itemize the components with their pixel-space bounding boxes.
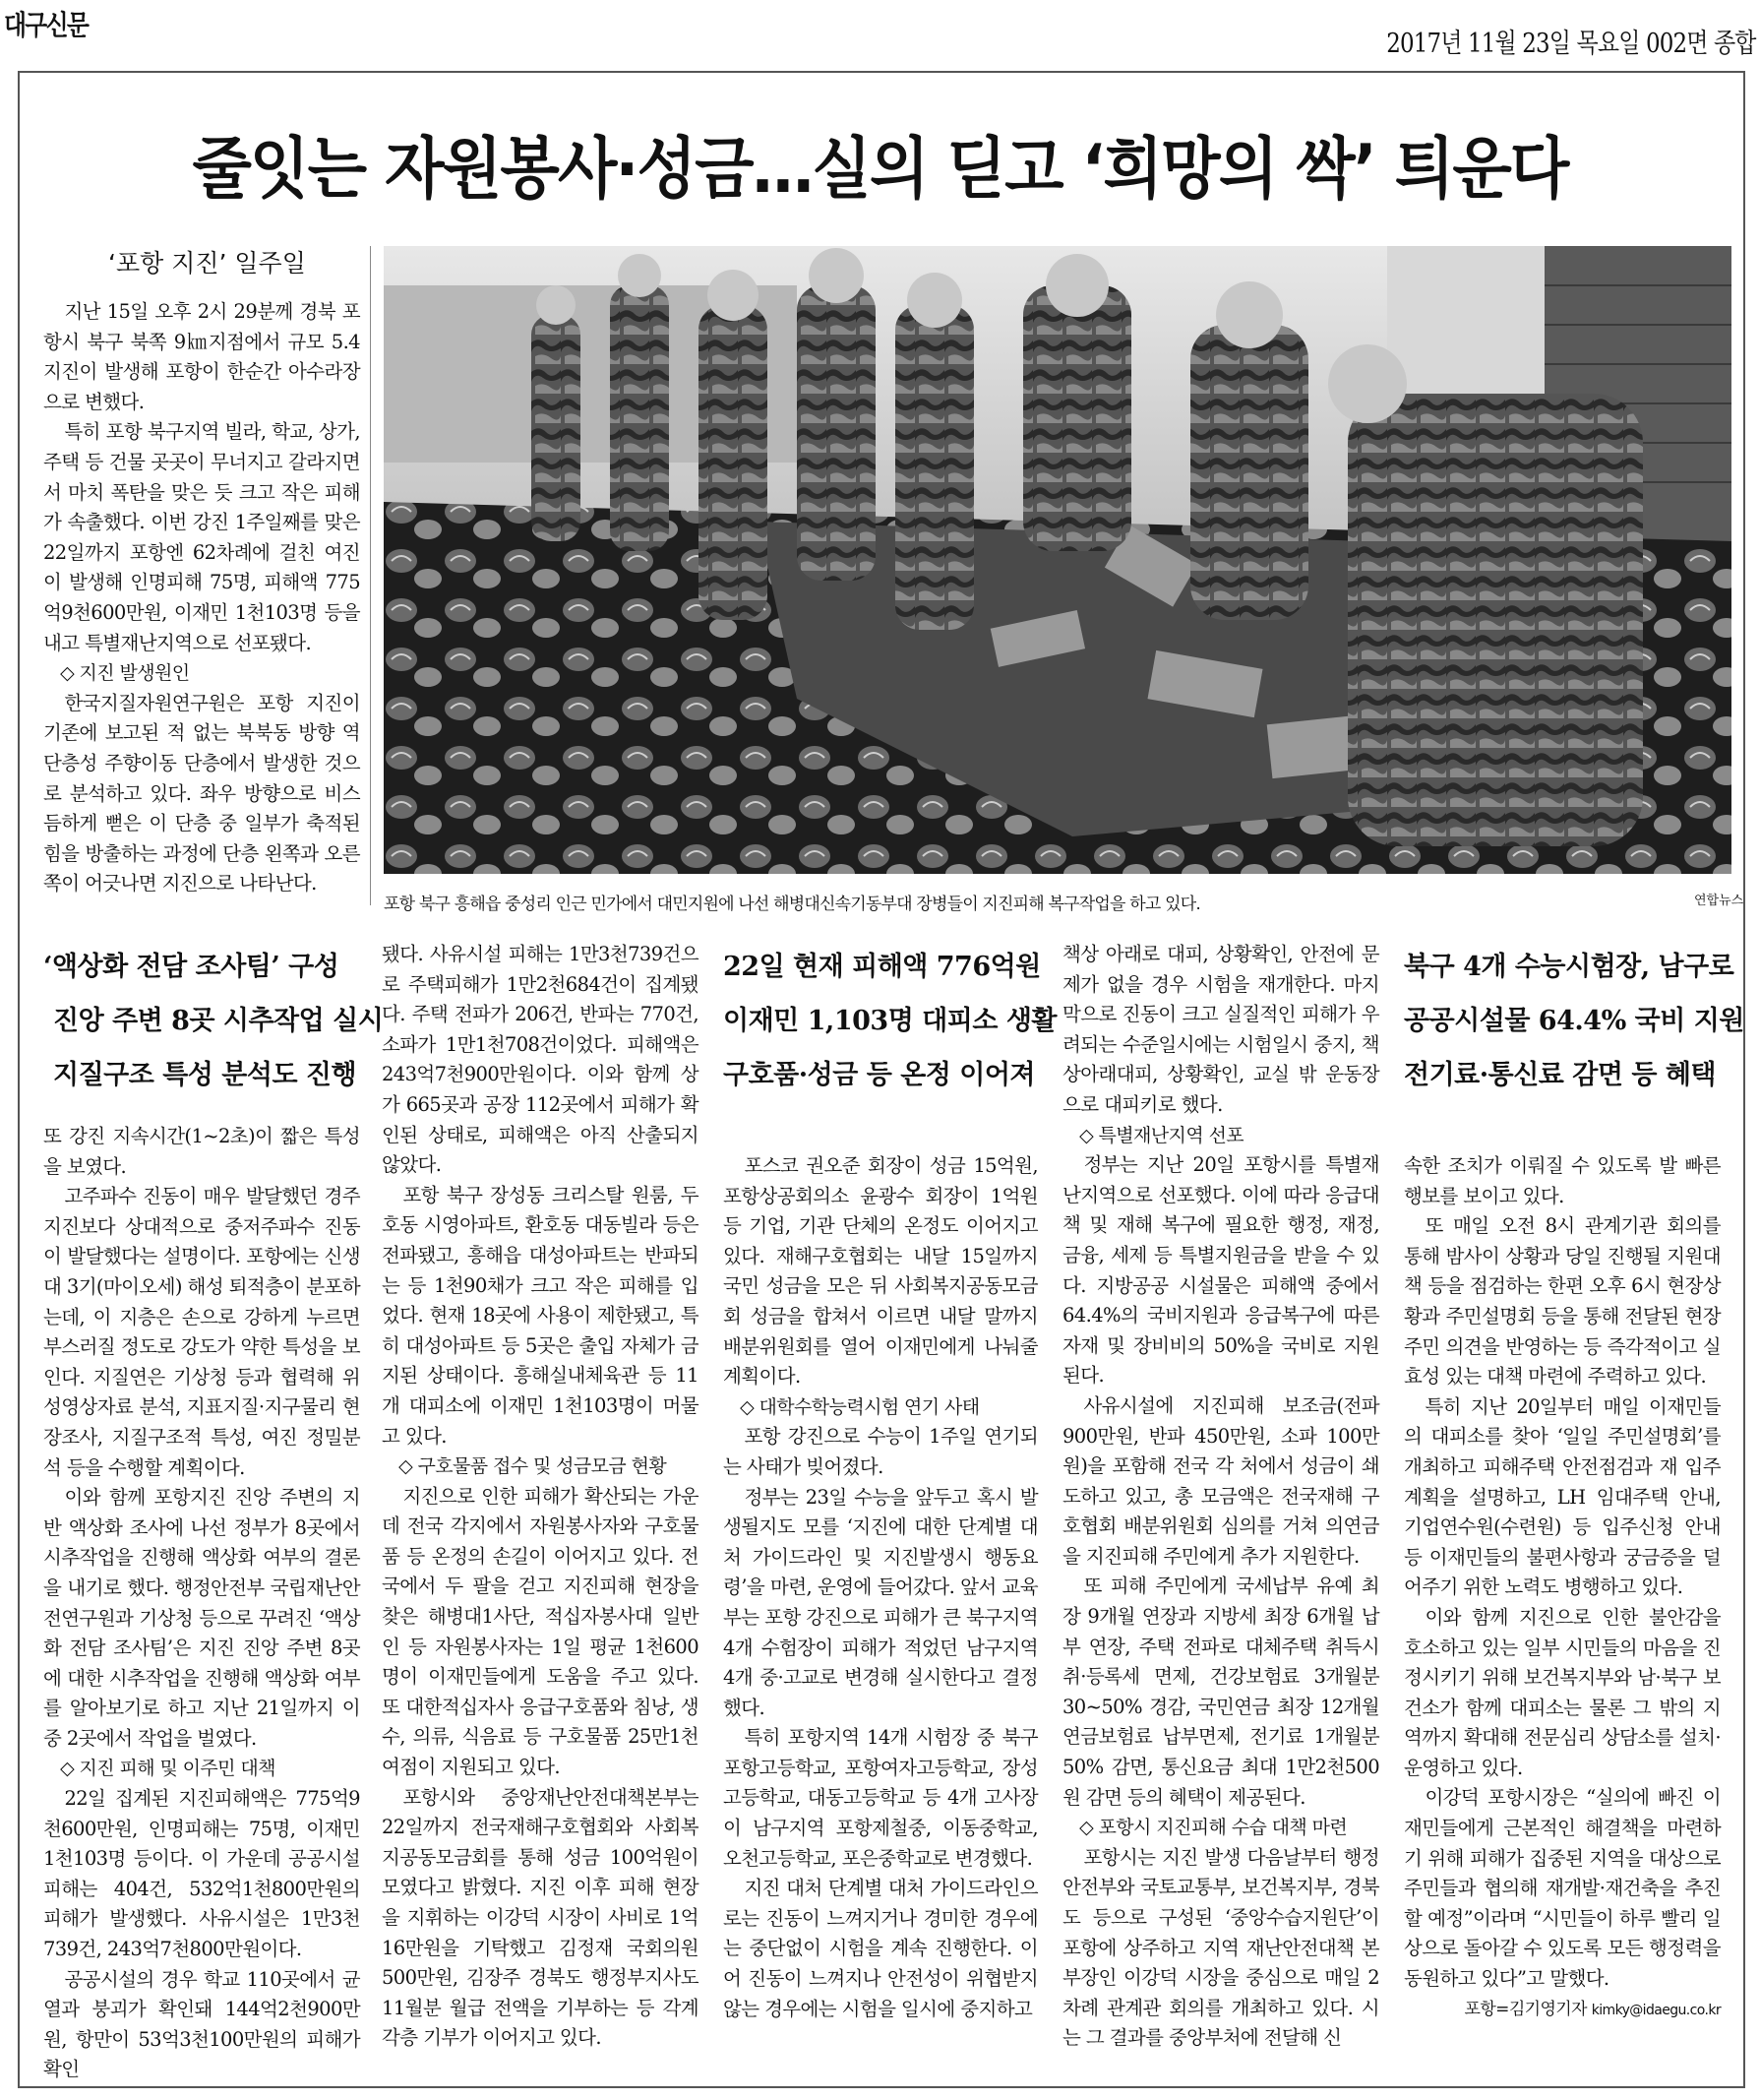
photo-soldiers-rubble-icon bbox=[384, 246, 1731, 874]
photo-caption: 포항 북구 흥해읍 중성리 인근 민가에서 대민지원에 나선 해병대신속기동부대 장병들이 지진피해 복구작업을 하고 있다. bbox=[384, 895, 1200, 914]
body-paragraph: 22일 집계된 지진피해액은 775억9천600만원, 인명피해는 75명, 이재민 1천103명 등이다. 이 가운데 공공시설 피해는 404건, 532억1천800만원의 피해가 발생했다. 사유시설은 1만3천739건, 243억7천800만원이다. bbox=[43, 1787, 360, 1961]
body-paragraph: 또 매일 오전 8시 관계기관 회의를 통해 밤사이 상황과 당일 진행될 지원대책 등을 점검하는 한편 오후 6시 현장상황과 주민설명회 등을 통해 전달된 현장주민 의견을 반영하는 등 즉각적이고 실효성 있는 대책 마련에 주력하고 있다. bbox=[1404, 1214, 1721, 1389]
body-column-5 bbox=[1404, 1151, 1721, 2025]
column-divider bbox=[370, 246, 371, 905]
news-photo bbox=[384, 246, 1731, 874]
body-paragraph: 속한 조치가 이뤄질 수 있도록 발 빠른 행보를 보이고 있다. bbox=[1404, 1154, 1721, 1207]
section-subhead: ◇ 대학수학능력시험 연기 사태 bbox=[740, 1395, 980, 1418]
subhead-line: 공공시설물 64.4% 국비 지원 bbox=[1404, 1006, 1744, 1036]
dateline: 2017년 11월 23일 목요일 002면 종합 bbox=[1386, 29, 1756, 59]
body-paragraph: 이와 함께 포항지진 진앙 주변의 지반 액상화 조사에 나선 정부가 8곳에서 시추작업을 진행해 액상화 여부의 결론을 내기로 했다. 행정안전부 국립재난안전연구원과 기상청 등으로 꾸려진 ‘액상화 전담 조사팀’은 지진 진앙 주변 8곳에 대한 시추작업을 진행해 액상화 여부를 알아보기로 하고 지난 21일까지 이 중 2곳에서 작업을 벌였다. bbox=[43, 1486, 360, 1750]
intro-paragraph: 한국지질자원연구원은 포항 지진이 기존에 보고된 적 없는 북북동 방향 역단층성 주향이동 단층에서 발생한 것으로 분석하고 있다. 좌우 방향으로 비스듬하게 뻗은 이 단층 중 일부가 축적된 힘을 방출하는 과정에 단층 왼쪽과 오른쪽이 어긋나면 지진으로 나타난다. bbox=[43, 691, 360, 896]
body-paragraph: 책상 아래로 대피, 상황확인, 안전에 문제가 없을 경우 시험을 재개한다. 마지막으로 진동이 크고 실질적인 피해가 우려되는 수준일시에는 시험일시 중지, 책상아래대피, 상황확인, 교실 밖 운동장으로 대피키로 했다. bbox=[1062, 943, 1379, 1116]
body-paragraph: 포항 강진으로 수능이 1주일 연기되는 사태가 빚어졌다. bbox=[723, 1425, 1038, 1478]
byline bbox=[1404, 1995, 1721, 2026]
subhead-line: 22일 현재 피해액 776억원 bbox=[723, 952, 1041, 982]
body-paragraph: 정부는 지난 20일 포항시를 특별재난지역으로 선포했다. 이에 따라 응급대책 및 재해 복구에 필요한 행정, 재정, 금융, 세제 등 특별지원금을 받을 수 있다. 지방공공 시설물은 피해액 중에서 64.4%의 국비지원과 응급복구에 따른 자재 및 장비비의 50%을 국비로 지원된다. bbox=[1062, 1153, 1379, 1388]
body-paragraph: 지진으로 인한 피해가 확산되는 가운데 전국 각지에서 자원봉사자와 구호물품 등 온정의 손길이 이어지고 있다. 전국에서 두 팔을 걷고 지진피해 현장을 찾은 해병대1사단, 적십자봉사대 일반인 등 자원봉사자는 1일 평균 1천600명이 이재민들에게 도움을 주고 있다. 또 대한적십자사 응급구호품와 침낭, 생수, 의류, 식음료 등 구호물품 25만1천여점이 지원되고 있다. bbox=[382, 1484, 698, 1779]
body-paragraph: 이강덕 포항시장은 “실의에 빠진 이재민들에게 근본적인 해결책을 마련하기 위해 피해가 집중된 지역을 대상으로 주민들과 협의해 재개발·재건축을 추진할 예정”이라며 “시민들이 하루 빨리 일상으로 돌아갈 수 있도록 모든 행정력을 동원하고 있다”고 말했다. bbox=[1404, 1786, 1721, 1991]
body-paragraph: 포항시는 지진 발생 다음날부터 행정안전부와 국토교통부, 보건복지부, 경북도 등으로 구성된 ‘중앙수습지원단’이 포항에 상주하고 지역 재난안전대책 본부장인 이강덕 시장을 중심으로 매일 2차례 관계관 회의를 개최하고 있다. 시는 그 결과를 중앙부처에 전달해 신 bbox=[1062, 1845, 1379, 2050]
body-paragraph: 사유시설에 지진피해 보조금(전파 900만원, 반파 450만원, 소파 100만원)을 포함해 전국 각 처에서 성금이 쇄도하고 있고, 총 모금액은 전국재해 구호협회 배분위원회 심의를 거쳐 의연금을 지진피해 주민에게 추가 지원한다. bbox=[1062, 1393, 1379, 1568]
subhead-group-3 bbox=[1404, 940, 1744, 1102]
section-subhead: ◇ 특별재난지역 선포 bbox=[1079, 1124, 1244, 1146]
subhead-group-2 bbox=[723, 940, 1057, 1102]
byline-reporter: 포항=김기영기자 bbox=[1464, 1999, 1587, 2019]
section-subhead: ◇ 구호물품 접수 및 성금모금 현황 bbox=[398, 1455, 667, 1478]
photo-credit: 연합뉴스 bbox=[1694, 894, 1744, 908]
section-subhead: ◇ 포항시 지진피해 수습 대책 마련 bbox=[1079, 1817, 1348, 1839]
byline-email[interactable]: kimky@idaegu.co.kr bbox=[1591, 2002, 1721, 2018]
subhead-line: ‘액상화 전담 조사팀’ 구성 bbox=[43, 952, 339, 982]
body-paragraph: 특히 포항지역 14개 시험장 중 북구 포항고등학교, 포항여자고등학교, 장성고등학교, 대동고등학교 등 4개 고사장이 남구지역 포항제철중, 이동중학교, 오천고등학교, 포은중학교로 변경했다. bbox=[723, 1726, 1038, 1870]
body-paragraph: 포스코 권오준 회장이 성금 15억원, 포항상공회의소 윤광수 회장이 1억원 등 기업, 기관 단체의 온정도 이어지고 있다. 재해구호협회는 내달 15일까지 국민 성금을 모은 뒤 사회복지공동모금회 성금을 합쳐서 이르면 내달 말까지 배분위원회를 열어 이재민에게 나눠줄 계획이다. bbox=[723, 1154, 1038, 1389]
subhead-line: 진앙 주변 8곳 시추작업 실시 bbox=[53, 1006, 384, 1036]
subhead-group-1 bbox=[43, 940, 383, 1102]
subhead-line: 이재민 1,103명 대피소 생활 bbox=[723, 1006, 1057, 1036]
body-column-1 bbox=[43, 1122, 360, 2085]
kicker: ‘포항 지진’ 일주일 bbox=[108, 249, 306, 278]
body-paragraph: 또 피해 주민에게 국세납부 유예 최장 9개월 연장과 지방세 최장 6개월 납부 연장, 주택 전파로 대체주택 취득시 취·등록세 면제, 건강보험료 3개월분 30~50% 경감, 국민연금 최장 12개월 연금보험료 납부면제, 전기료 1개월분 50% 감면, 통신요금 최대 1만2천500원 감면 등의 혜택이 제공된다. bbox=[1062, 1575, 1379, 1809]
body-paragraph: 포항 북구 장성동 크리스탈 원룸, 두호동 시영아파트, 환호동 대동빌라 등은 전파됐고, 흥해읍 대성아파트는 반파되는 등 1천90채가 크고 작은 피해를 입었다. 현재 18곳에 사용이 제한됐고, 특히 대성아파트 등 5곳은 출입 자체가 금지된 상태이다. 흥해실내체육관 등 11개 대피소에 이재민 1천103명이 머물고 있다. bbox=[382, 1183, 698, 1448]
body-paragraph: 고주파수 진동이 매우 발달했던 경주지진보다 상대적으로 중저주파수 진동이 발달했다는 설명이다. 포항에는 신생대 3기(마이오세) 해성 퇴적층이 분포하는데, 이 지층은 손으로 강하게 누르면 부스러질 정도로 강도가 약한 특성을 보인다. 지질연은 기상청 등과 협력해 위성영상자료 분석, 지표지질·지구물리 현장조사, 지질구조적 특성, 여진 정밀분석 등을 수행할 계획이다. bbox=[43, 1185, 360, 1479]
section-subhead: ◇ 지진 발생원인 bbox=[60, 662, 190, 685]
body-paragraph: 공공시설의 경우 학교 110곳에서 균열과 붕괴가 확인돼 144억2천900만원, 항만이 53억3천100만원의 피해가 확인 bbox=[43, 1967, 360, 2081]
body-paragraph: 이와 함께 지진으로 인한 불안감을 호소하고 있는 일부 시민들의 마음을 진정시키기 위해 보건복지부와 남·북구 보건소가 함께 대피소는 물론 그 밖의 지역까지 확대해 전문심리 상담소를 설치·운영하고 있다. bbox=[1404, 1605, 1721, 1779]
subhead-line: 지질구조 특성 분석도 진행 bbox=[53, 1060, 357, 1090]
body-paragraph: 특히 지난 20일부터 매일 이재민들의 대피소를 찾아 ‘일일 주민설명회’를 개최하고 피해주택 안전점검과 재 입주계획을 설명하고, LH 임대주택 안내, 기업연수원(수련원) 등 입주신청 안내 등 이재민들의 불편사항과 궁금증을 덜어주기 위한 노력도 병행하고 있다. bbox=[1404, 1394, 1721, 1599]
body-paragraph: 됐다. 사유시설 피해는 1만3천739건으로 주택피해가 1만2천684건이 집계됐다. 주택 전파가 206건, 반파는 770건, 소파가 1만1천708건이었다. 피해액은 243억7천900만원이다. 이와 함께 상가 665곳과 공장 112곳에서 피해가 확인된 상태로, 피해액은 아직 산출되지 않았다. bbox=[382, 943, 698, 1177]
intro-paragraph: 지난 15일 오후 2시 29분께 경북 포항시 북구 북쪽 9㎞지점에서 규모 5.4 지진이 발생해 포항이 한순간 아수라장으로 변했다. bbox=[43, 300, 360, 413]
body-paragraph: 지진 대처 단계별 대처 가이드라인으로는 진동이 느껴지거나 경미한 경우에는 중단없이 시험을 계속 진행한다. 이어 진동이 느껴지나 안전성이 위협받지 않는 경우에는 시험을 일시에 중지하고 bbox=[723, 1877, 1038, 2020]
masthead: 대구신문 bbox=[4, 9, 89, 41]
body-paragraph: 정부는 23일 수능을 앞두고 혹시 발생될지도 모를 ‘지진에 대한 단계별 대처 가이드라인 및 지진발생시 행동요령’을 마련, 운영에 들어갔다. 앞서 교육부는 포항 강진으로 피해가 큰 북구지역 4개 수험장이 피해가 적었던 남구지역 4개 중·고교로 변경해 실시한다고 결정했다. bbox=[723, 1485, 1038, 1719]
intro-column bbox=[43, 297, 360, 899]
headline: 줄잇는 자원봉사·성금…실의 딛고 ‘희망의 싹’ 틔운다 bbox=[192, 131, 1568, 209]
subhead-line: 북구 4개 수능시험장, 남구로 bbox=[1404, 952, 1734, 982]
subhead-line: 전기료·통신료 감면 등 혜택 bbox=[1404, 1060, 1717, 1090]
subhead-line: 구호품·성금 등 온정 이어져 bbox=[723, 1060, 1036, 1090]
body-column-4 bbox=[1062, 940, 1379, 2054]
body-paragraph: 포항시와 중앙재난안전대책본부는 22일까지 전국재해구호협회와 사회복지공동모금회를 통해 성금 100억원이 모였다고 밝혔다. 지진 이후 피해 현장을 지휘하는 이강덕 시장이 사비로 1억16만원을 기탁했고 김정재 국회의원 500만원, 김장주 경북도 행정부지사도 11월분 월급 전액을 기부하는 등 각계각층 기부가 이어지고 있다. bbox=[382, 1785, 698, 2050]
section-subhead: ◇ 지진 피해 및 이주민 대책 bbox=[60, 1758, 275, 1780]
body-column-3 bbox=[723, 1151, 1038, 2024]
body-paragraph: 또 강진 지속시간(1~2초)이 짧은 특성을 보였다. bbox=[43, 1125, 360, 1178]
intro-paragraph: 특히 포항 북구지역 빌라, 학교, 상가, 주택 등 건물 곳곳이 무너지고 갈라지면서 마치 폭탄을 맞은 듯 크고 작은 피해가 속출했다. 이번 강진 1주일째를 맞은 22일까지 포항엔 62차례에 걸친 여진이 발생해 인명피해 75명, 피해액 775억9천600만원, 이재민 1천103명 등을 내고 특별재난지역으로 선포됐다. bbox=[43, 420, 360, 654]
body-column-2 bbox=[382, 940, 698, 2054]
